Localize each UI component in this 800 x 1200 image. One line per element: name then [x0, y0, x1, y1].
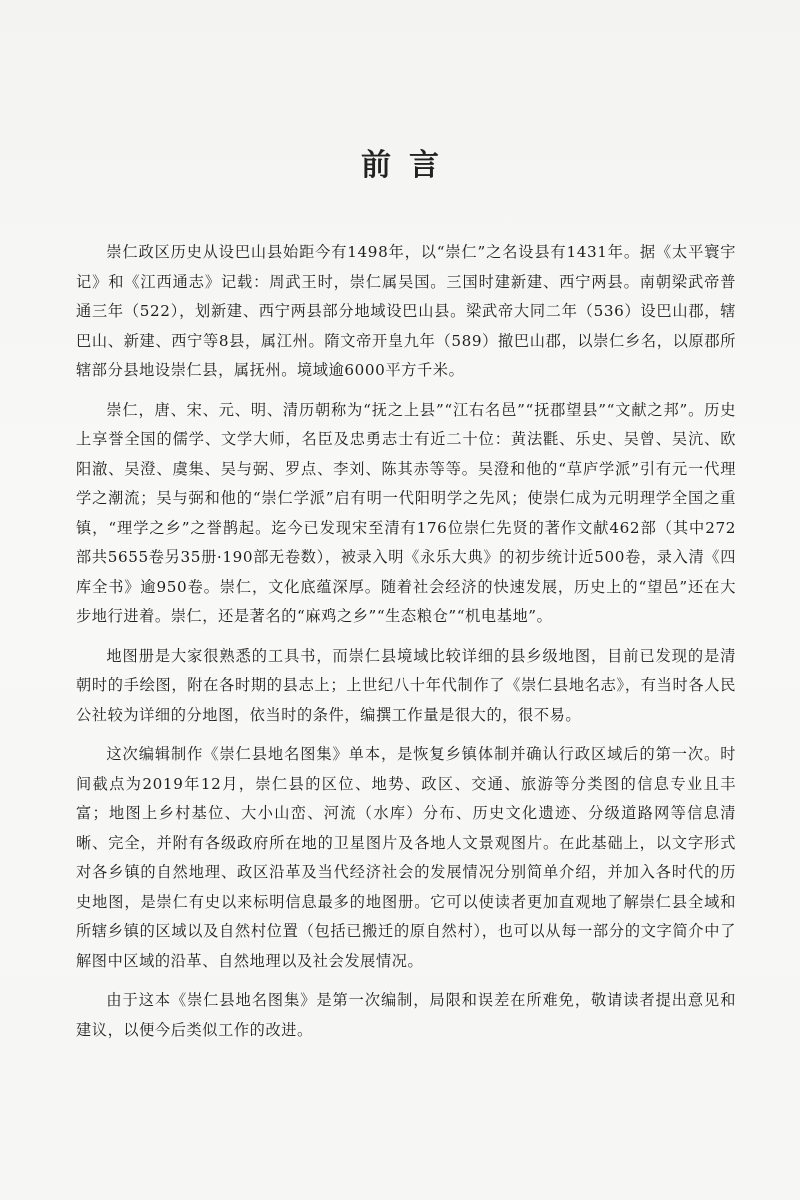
page-title: 前言 — [361, 148, 457, 183]
body-text — [76, 238, 736, 1055]
paragraph-1: 崇仁政区历史从设巴山县始距今有1498年，以“崇仁”之名设县有1431年。据《太平寰宇记》和《江西通志》记载：周武王时，崇仁属吴国。三国时建新建、西宁两县。南朝梁武帝普通三年（522），划新建、西宁两县部分地域设巴山县。梁武帝大同二年（536）设巴山郡，辖巴山、新建、西宁等8县，属江州。隋文帝开皇九年（589）撤巴山郡，以崇仁乡名，以原郡所辖部分县地设崇仁县，属抚州。境域逾6000平方千米。 — [76, 243, 736, 379]
paragraph-4: 这次编辑制作《崇仁县地名图集》单本，是恢复乡镇体制并确认行政区域后的第一次。时间截点为2019年12月，崇仁县的区位、地势、政区、交通、旅游等分类图的信息专业且丰富；地图上乡村基位、大小山峦、河流（水库）分布、历史文化遗迹、分级道路网等信息清晰、完全，并附有各级政府所在地的卫星图片及各地人文景观图片。在此基础上，以文字形式对各乡镇的自然地理、政区沿革及当代经济社会的发展情况分别简单介绍，并加入各时代的历史地图，是崇仁有史以来标明信息最多的地图册。它可以使读者更加直观地了解崇仁县全域和所辖乡镇的区域以及自然村位置（包括已搬迁的原自然村），也可以从每一部分的文字简介中了解图中区域的沿革、自然地理以及社会发展情况。 — [76, 745, 736, 970]
paragraph-5: 由于这本《崇仁县地名图集》是第一次编制，局限和误差在所难免，敬请读者提出意见和建议，以便今后类似工作的改进。 — [76, 991, 736, 1039]
paragraph-2: 崇仁，唐、宋、元、明、清历朝称为“抚之上县”“江右名邑”“抚郡望县”“文献之邦”。历史上享誉全国的儒学、文学大师，名臣及忠勇志士有近二十位：黄法氍、乐史、吴曾、吴沆、欧阳澈、吴澄、虞集、吴与弼、罗点、李刘、陈其赤等等。吴澄和他的“草庐学派”引有元一代理学之潮流；吴与弼和他的“崇仁学派”启有明一代阳明学之先风；使崇仁成为元明理学全国之重镇，“理学之乡”之誉鹊起。迄今已发现宋至清有176位崇仁先贤的著作文献462部（其中272部共5655卷另35册·190部无卷数），被录入明《永乐大典》的初步统计近500卷，录入清《四库全书》逾950卷。崇仁，文化底蕴深厚。随着社会经济的快速发展，历史上的“望邑”还在大步地行进着。崇仁，还是著名的“麻鸡之乡”“生态粮仓”“机电基地”。 — [76, 400, 736, 625]
paragraph-3: 地图册是大家很熟悉的工具书，而崇仁县境域比较详细的县乡级地图，目前已发现的是清朝时的手绘图，附在各时期的县志上；上世纪八十年代制作了《崇仁县地名志》，有当时各人民公社较为详细的分地图，依当时的条件，编撰工作量是很大的，很不易。 — [76, 646, 736, 724]
